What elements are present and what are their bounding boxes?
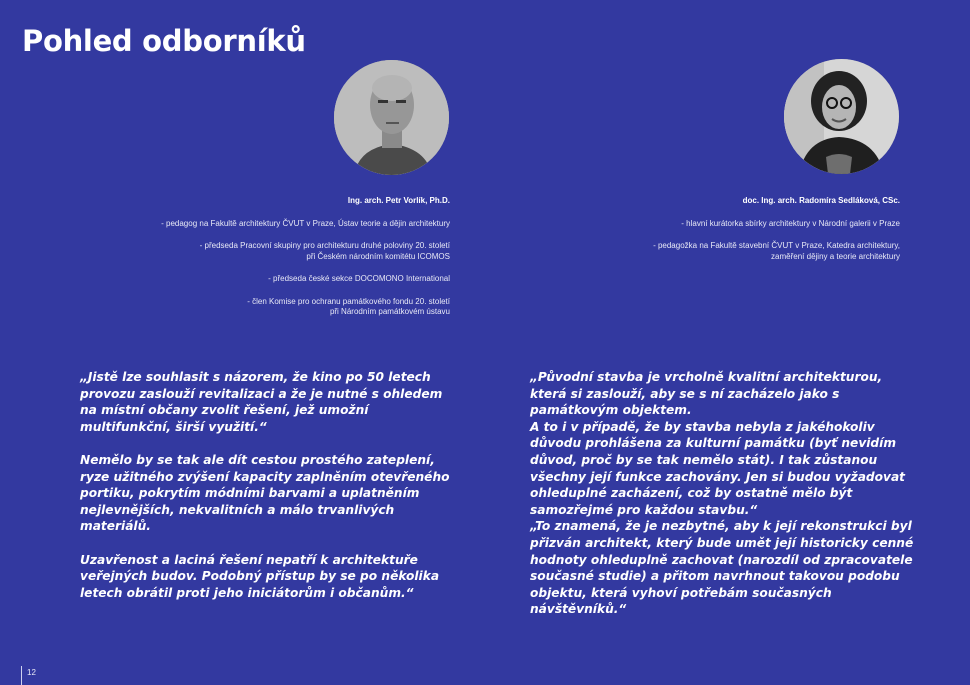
portrait-photo-icon (784, 59, 899, 174)
quote-paragraph: Uzavřenost a laciná řešení nepatří k architektuře veřejných budov. Podobný přístup by se po několika letech obrátil proti jeho iniciátorům i občanům.“ (80, 552, 440, 600)
bio-item: - hlavní kurátorka sbírky architektury v Národní galerii v Praze (681, 218, 900, 228)
bio-item: - pedagožka na Fakultě stavební ČVUT v Praze, Katedra architektury, (653, 241, 900, 250)
bio-radomira-sedlakova (540, 196, 900, 262)
portrait-photo-icon (334, 60, 449, 175)
quote-paragraph: „Původní stavba je vrcholně kvalitní architekturou, která si zaslouží, aby se s ní zacházelo jako s památkovým objektem. (530, 370, 883, 418)
quote-paragraph: A to i v případě, že by stavba nebyla z jakéhokoliv důvodu prohlášena za kulturní památku (byť nevidím důvod, proč by se tak nemělo stát). I tak zůstanou všechny její funkce zachovány. Jen si budou vyžadovat ohleduplné zacházení, což by ostatně mělo být samozřejmé pro každou stavbu.“ (530, 419, 906, 517)
page-number: 12 (27, 668, 36, 677)
expert-name: doc. Ing. arch. Radomíra Sedláková, CSc. (742, 196, 900, 205)
portrait-petr-vorlik (334, 60, 449, 175)
page-title: Pohled odborníků (22, 24, 306, 58)
bio-item: při Národním památkovém ústavu (329, 307, 450, 316)
bio-item: - člen Komise pro ochranu památkového fondu 20. století (247, 296, 450, 306)
bio-item: - předseda Pracovní skupiny pro architekturu druhé poloviny 20. století (199, 241, 450, 250)
bio-item: při Českém národním komitétu ICOMOS (306, 251, 450, 261)
quote-radomira-sedlakova (530, 369, 915, 618)
quote-paragraph: „To znamená, že je nezbytné, aby k její rekonstrukci byl přizván architekt, který bude umět její historicky cenné hodnoty ohleduplně zachovat (narozdíl od zpracovatele současné studie) a přitom navrhnout takovou podobu objektu, která vyhoví potřebám současných návštěvníků.“ (530, 519, 914, 617)
bio-item: - pedagog na Fakultě architektury ČVUT v Praze, Ústav teorie a dějin architektury (161, 218, 450, 228)
page-number-divider (21, 666, 22, 685)
bio-item: - předseda české sekce DOCOMONO International (268, 274, 450, 283)
expert-name: Ing. arch. Petr Vorlík, Ph.D. (347, 196, 450, 205)
bio-petr-vorlik (90, 196, 450, 318)
quote-paragraph: „Jistě lze souhlasit s názorem, že kino po 50 letech provozu zaslouží revitalizaci a že je nutné s ohledem na místní občany zvolit řešení, jež umožní multifunkční, širší využití.“ (80, 370, 443, 434)
quote-petr-vorlik (80, 369, 460, 601)
portrait-radomira-sedlakova (784, 59, 899, 174)
bio-item: zaměření dějiny a teorie architektury (771, 251, 900, 261)
quote-paragraph: Nemělo by se tak ale dít cestou prostého zateplení, ryze užitného zvýšení kapacity zaplněním otevřeného portiku, pokrytím módními barvami a uplatněním nejlevnějších, nekvalitních a málo trvanlivých materiálů. (80, 452, 450, 534)
